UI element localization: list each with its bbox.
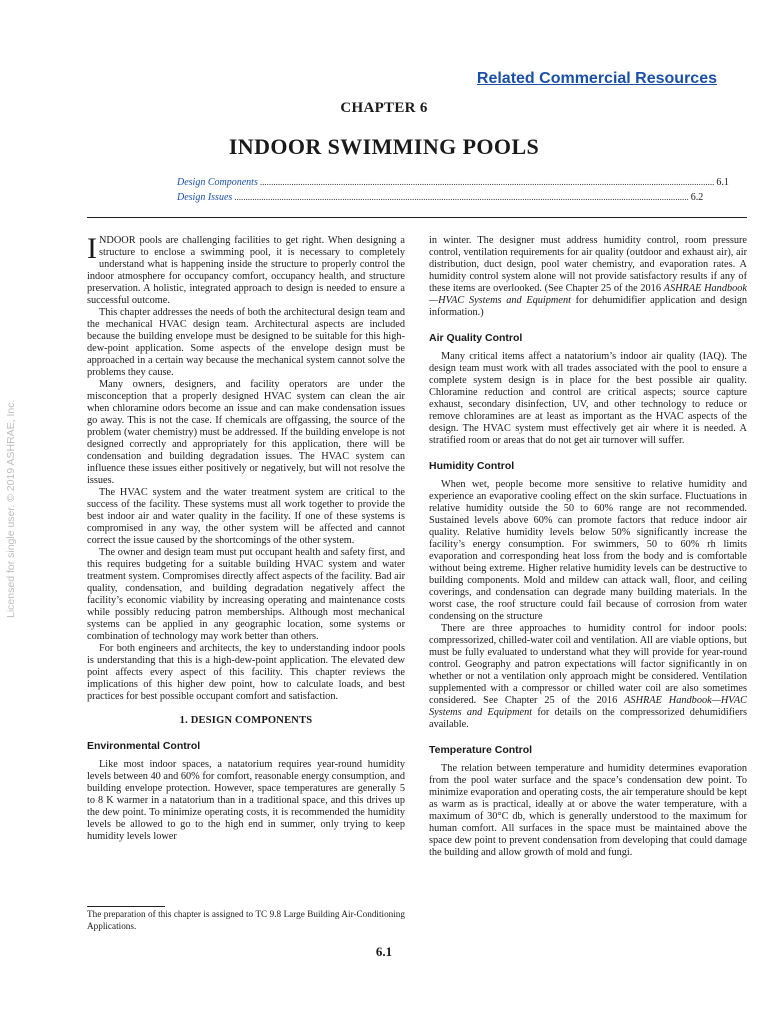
paragraph — [429, 623, 747, 731]
paragraph: Like most indoor spaces, a natatorium requires year-round humidity levels between 40 and 60% for comfort, reasonable energy consumption, and building envelope protection. However, space temperatures are generally 5 to 8 K warmer in a natatorium than in a traditional space, and this drives up the dew point. To minimize operating costs, it is recommended the humidity levels be allowed to go to the high end in summer, only trying to keep humidity levels lower — [87, 759, 405, 842]
left-column — [87, 232, 405, 843]
right-column — [429, 235, 747, 859]
intro-paragraph — [87, 232, 405, 307]
paragraph: For both engineers and architects, the key to understanding indoor pools is understanding that this is a high-dew-point application. The elevated dew point affects every aspect of this facility. This chapter reviews the implications of this higher dew point, how to calculate loads, and best practices for best possible occupant comfort and satisfaction. — [87, 643, 405, 702]
table-of-contents — [177, 175, 729, 205]
subheading-environmental-control: Environmental Control — [87, 740, 201, 752]
paragraph: Many critical items affect a natatorium’s indoor air quality (IAQ). The design team must work with all trades associated with the pool to ensure a complete system design is in place for the best possible air quality. Chloramine reduction and control are critical aspects; source capture exhaust, secondary disinfection, UV, and other technology to reduce or remove chloramines are at least as important as the HVAC aspects of the design. The HVAC system must effectively get air where it is needed. A stratified room or areas that do not get air turnover will suffer. — [429, 351, 747, 446]
chapter-title: INDOOR SWIMMING POOLS — [228, 134, 540, 159]
subheading-humidity-control: Humidity Control — [429, 460, 515, 472]
text-span: for dehumidifier application and design information.) — [429, 295, 748, 318]
subheading-air-quality-control: Air Quality Control — [429, 332, 523, 344]
intro-text: NDOOR pools are challenging facilities to get right. When designing a structure to enclose a swimming pool, it is necessary to completely understand what is happening inside the structure to properly control the indoor atmosphere for occupancy comfort, occupancy health, and structure preservation. A holistic, integrated approach to design is needed to ensure a successful outcome. — [87, 235, 405, 306]
watermark-text: Licensed for single user. © 2019 ASHRAE, Inc. — [5, 399, 17, 618]
toc-page-number: 6.2 — [690, 192, 704, 203]
text-span: in winter. The designer must address humidity control, room pressure control, ventilation requirements for air quality (outdoor and exhaust air), air distribution, duct design, pool water chemistry, and evaporation rates. A humidity control system alone will not provide satisfactory results if any of these items are overlooked. (See Chapter 25 of the 2016 — [429, 235, 747, 294]
paragraph: The owner and design team must put occupant health and safety first, and this requires budgeting for a suitable building HVAC system and water treatment system. Compromises directly affect aspects of the facility. Bad air quality, condensation, and building degradation negatively affect the facility’s economic viability by increasing operating and maintenance costs while possibly reducing patron memberships. Although most mechanical systems can be applied in any geographic location, some systems or combination of technology may work better than others. — [87, 547, 405, 642]
toc-label[interactable]: Design Components — [177, 177, 258, 188]
toc-page-number: 6.1 — [716, 177, 729, 188]
text-span: for details on the compressorized dehumidifiers available. — [429, 707, 748, 730]
drop-cap: I — [87, 232, 97, 265]
text-span: There are three approaches to humidity control for indoor pools: compressorized, chilled-water coil and ventilation. All are viable options, but must be fully evaluated to understand what they will provide for year-round control. Geography and patron expectations will factor significantly in on whether or not a ventilation only approach might be considered. Ventilation supplemented with a compressor or chilled water coil are also sometimes considered. See Chapter 25 of the 2016 — [429, 623, 747, 706]
toc-entry-design-components[interactable] — [177, 175, 729, 190]
toc-dot-leader: .......................................................................................................................................................................................................... — [234, 192, 689, 202]
paragraph: The relation between temperature and humidity determines evaporation from the pool water surface and the space’s condensation dew point. To minimize evaporation and operating costs, the air temperature should be kept as warm as is practical, ideally at or above the water temperature, with a maximum of 30°C db, which is generally understood to the maximum for human comfort. All surfaces in the space must be maintained above the space dew point to prevent condensation from developing that could damage the building and allow growth of mold and fungi. — [429, 763, 747, 858]
toc-entry-design-issues[interactable] — [177, 190, 704, 205]
handbook-reference: ASHRAE Handbook—HVAC Systems and Equipment — [429, 283, 747, 306]
header-divider — [87, 217, 747, 218]
subheading-temperature-control: Temperature Control — [429, 744, 533, 756]
footnote-divider — [87, 906, 165, 907]
related-commercial-resources-link[interactable]: Related Commercial Resources — [476, 70, 717, 87]
handbook-reference: ASHRAE Handbook—HVAC Systems and Equipment — [429, 695, 747, 718]
continued-paragraph — [429, 235, 747, 319]
toc-label[interactable]: Design Issues — [177, 192, 233, 203]
paragraph: When wet, people become more sensitive to relative humidity and experience an evaporative cooling effect on the skin surface. Fluctuations in relative humidity outside the 50 to 60% range are not recommended. Sustained levels above 60% can promote factors that reduce indoor air quality. Relative humidity levels below 50% significantly increase the facility’s energy consumption. For swimmers, 50 to 60% rh limits evaporation and corresponding heat loss from the body and is comfortable without being extreme. Higher relative humidity levels can be destructive to building components. Mold and mildew can attack wall, floor, and ceiling coverings, and condensation can degrade many building materials. In the worst case, the roof structure could fail because of corrosion from water condensing on the structure — [429, 479, 747, 622]
footnote: The preparation of this chapter is assigned to TC 9.8 Large Building Air-Conditioning Applications. — [87, 909, 405, 931]
chapter-number: CHAPTER 6 — [340, 100, 428, 116]
paragraph: Many owners, designers, and facility operators are under the misconception that a properly designed HVAC system can clean the air when chloramine odors become an issue and can make condensation issues go away. This is not the case. If chemicals are offgassing, the source of the problem (water chemistry) must be addressed. If the building envelope is not designed correctly and appropriately for this application, there will be condensation and building degradation issues. The HVAC system can influence these issues either positively or negatively, but will not resolve the issues. — [87, 379, 405, 486]
paragraph: This chapter addresses the needs of both the architectural design team and the mechanical HVAC design team. Architectural aspects are included because the building envelope must be designed to be suitable for this high-dew-point application. Some aspects of the envelope design must be approached in a certain way because the mechanical system cannot solve the problems they cause. — [87, 307, 405, 378]
page-number: 6.1 — [375, 944, 393, 959]
section-heading-design-components: 1. DESIGN COMPONENTS — [179, 715, 313, 726]
paragraph: The HVAC system and the water treatment system are critical to the success of the facility. These systems must all work together to provide the best indoor air and water quality in the facility. If one of these systems is compromised in any way, the other system will be affected and cannot correct the issue caused by the shortcomings of the other system. — [87, 487, 405, 546]
toc-dot-leader: .......................................................................................................................................................................................................... — [259, 177, 715, 187]
